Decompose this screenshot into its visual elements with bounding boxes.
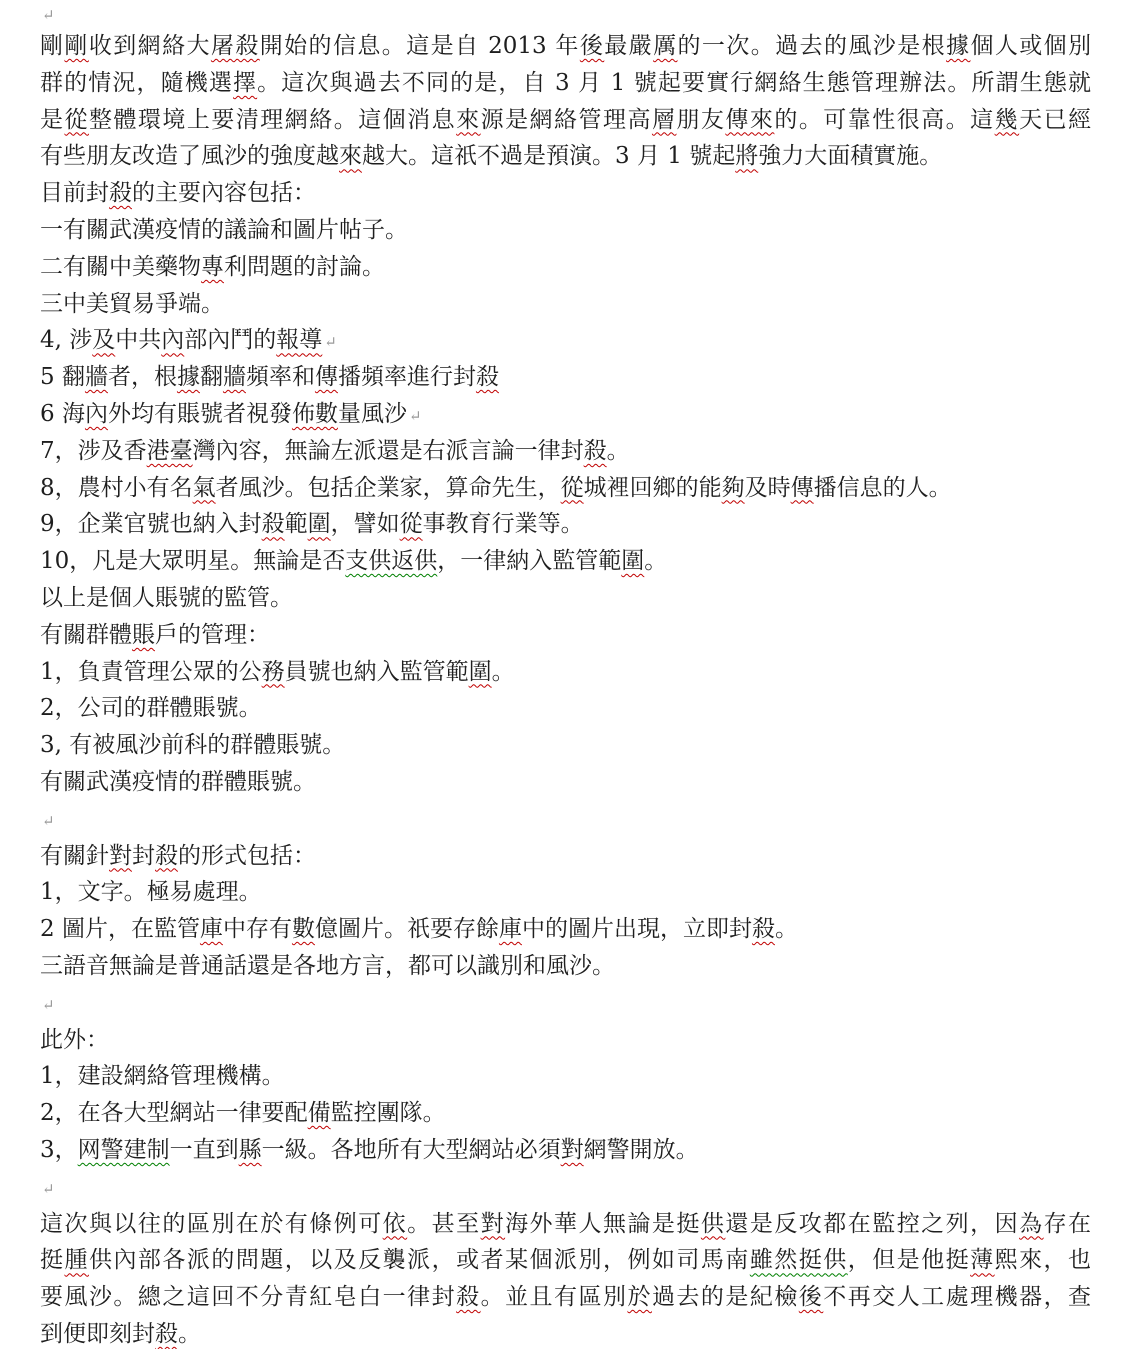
text-segment: 。 xyxy=(644,548,668,575)
text-segment: 強力大面積實施。 xyxy=(758,143,943,170)
text-line xyxy=(40,175,1091,212)
text-segment: 以上是個人賬號的監管。 xyxy=(40,584,293,611)
text-segment: 播信息的人。 xyxy=(813,474,952,501)
text-segment: 開始的信息。這是自 2013 年 xyxy=(259,33,580,59)
text-segment: 三中美貿易爭端。 xyxy=(40,290,224,317)
misspelled-text: 傳 xyxy=(314,364,338,391)
text-segment: 中的圖片出現，立即封 xyxy=(521,916,752,943)
text-line xyxy=(40,249,1091,286)
text-segment: 5 翻 xyxy=(40,364,85,391)
text-segment: 2，公司的群體賬號。 xyxy=(40,695,262,722)
misspelled-text: 內 xyxy=(84,400,108,427)
text-line xyxy=(40,1095,1091,1132)
text-line xyxy=(40,396,1091,433)
text-segment: 有關群體 xyxy=(40,621,132,648)
misspelled-text: 來 xyxy=(456,106,481,133)
text-segment: ，譬如 xyxy=(330,511,400,538)
text-line xyxy=(40,1242,1091,1279)
misspelled-text: 殺 xyxy=(751,916,775,943)
text-segment: 封 xyxy=(132,842,155,869)
paragraph-mark-icon: ↵ xyxy=(324,333,337,352)
paragraph-mark-icon: ↵ xyxy=(42,6,55,24)
text-segment: 朋友 xyxy=(676,106,726,133)
misspelled-text: 對 xyxy=(560,1136,584,1163)
misspelled-text: 後 xyxy=(798,1284,824,1311)
text-line xyxy=(40,1206,1091,1243)
misspelled-text: 及 xyxy=(92,327,116,354)
misspelled-text: 供 xyxy=(700,1210,726,1237)
empty-line xyxy=(40,801,1091,838)
paragraph-mark-icon: ↵ xyxy=(42,995,55,1014)
empty-line xyxy=(40,2,1091,28)
text-segment: 一級。各地所有大型網站必須 xyxy=(261,1136,561,1163)
text-segment: 3, 有被風沙前科的群體賬號。 xyxy=(40,732,346,759)
text-line xyxy=(40,838,1091,875)
text-segment: 4, 涉 xyxy=(40,327,93,354)
text-segment: 越大。這祇不過是預演。3 月 1 號起 xyxy=(362,143,736,170)
misspelled-text: 氣 xyxy=(192,474,216,501)
text-segment: 剛 xyxy=(40,33,65,59)
text-segment: 。 xyxy=(491,658,515,685)
text-line xyxy=(40,1022,1091,1059)
misspelled-text: 備 xyxy=(307,1100,331,1127)
misspelled-text: 傳 xyxy=(790,474,814,501)
empty-line xyxy=(40,985,1091,1022)
text-line xyxy=(40,1279,1091,1316)
text-segment: 天已經 xyxy=(1019,106,1091,133)
misspelled-text: 為 xyxy=(1019,1210,1044,1237)
text-segment: 頻率和 xyxy=(245,364,315,391)
text-segment: 7，涉及香 xyxy=(40,437,147,464)
text-segment: 。 xyxy=(774,916,798,943)
text-segment: 。甚至 xyxy=(407,1210,481,1237)
misspelled-text: 夠 xyxy=(721,474,745,501)
text-segment: 。這次與過去不同的是，自 3 月 1 號起要實行網絡生態管理辦法。所謂生態就 xyxy=(257,69,1091,96)
text-line xyxy=(40,1132,1091,1169)
paragraph-mark-icon: ↵ xyxy=(408,406,422,425)
text-segment: 量風沙 xyxy=(337,400,407,427)
misspelled-text: 庫 xyxy=(498,916,522,943)
misspelled-text: 殺 xyxy=(456,1284,481,1311)
text-segment: 要風沙。總之這回不分青紅皂白一律封 xyxy=(40,1284,457,1311)
text-segment: 外均有賬號者視發 xyxy=(107,400,292,427)
text-segment: 範 xyxy=(284,511,308,538)
text-segment: 一直到 xyxy=(169,1136,239,1163)
misspelled-text: 對 xyxy=(109,842,132,869)
text-segment: 的主要內容包括： xyxy=(132,180,316,207)
text-segment: 6 海 xyxy=(40,400,85,427)
misspelled-text: 從 xyxy=(399,511,423,538)
text-segment: 1，文字。極易處理。 xyxy=(40,879,262,906)
text-segment: 3， xyxy=(40,1136,78,1163)
misspelled-text: 厲 xyxy=(653,33,678,59)
text-segment: 此外： xyxy=(40,1026,109,1053)
text-segment: 個人或個別 xyxy=(970,33,1091,59)
misspelled-text: 薄 xyxy=(970,1247,995,1274)
text-line xyxy=(40,1058,1091,1095)
misspelled-text: 從 xyxy=(560,474,584,501)
text-line xyxy=(40,654,1091,691)
misspelled-text: 數 xyxy=(291,916,315,943)
misspelled-text: 殺 xyxy=(155,1320,178,1347)
text-line xyxy=(40,506,1091,543)
text-segment: 播頻率進行封 xyxy=(337,364,476,391)
misspelled-text: 殺 xyxy=(475,364,499,391)
text-segment: 灣內容，無論左派還是右派言論一律封 xyxy=(192,437,584,464)
grammar-flagged-text: 网警建制 xyxy=(77,1136,170,1163)
text-segment: 者，根 xyxy=(107,364,177,391)
grammar-flagged-text: 支供返供 xyxy=(345,548,438,575)
paragraph-mark-icon: ↵ xyxy=(42,1179,55,1198)
misspelled-text: 殺 xyxy=(583,437,607,464)
text-segment: 一有關武漢疫情的議論和圖片帖子。 xyxy=(40,216,408,243)
text-segment: 三語音無論是普通話還是各地方言，都可以識別和風沙。 xyxy=(40,952,615,979)
misspelled-text: 於 xyxy=(627,1284,652,1311)
text-line xyxy=(40,102,1091,139)
text-segment: 監控團隊。 xyxy=(330,1100,446,1127)
text-segment: 挺 xyxy=(40,1247,65,1274)
text-segment: 海外華人無論是挺 xyxy=(505,1210,701,1237)
misspelled-text: 庫 xyxy=(199,916,223,943)
misspelled-text: 圍 xyxy=(621,548,645,575)
text-segment: 過去的是紀檢 xyxy=(651,1284,799,1311)
text-segment: 。 xyxy=(606,437,630,464)
text-segment: 二有關中美藥物 xyxy=(40,253,201,280)
text-line xyxy=(40,138,1091,175)
text-segment: 有關武漢疫情的群體賬號。 xyxy=(40,768,316,795)
misspelled-text: 傳來 xyxy=(725,106,775,133)
misspelled-text: 賬 xyxy=(132,621,155,648)
text-segment: 源是網絡管理高 xyxy=(480,106,652,133)
text-line xyxy=(40,470,1091,507)
text-segment: 2 圖片，在監管 xyxy=(40,916,200,943)
text-segment: 還是反攻都在監控之列，因 xyxy=(725,1210,1020,1237)
text-segment: 的。可靠性很高。這 xyxy=(774,106,995,133)
misspelled-text: 剛 xyxy=(64,33,89,59)
text-segment: ，一律納入監管範 xyxy=(437,548,622,575)
misspelled-text: 幾 xyxy=(994,106,1020,133)
text-line xyxy=(40,727,1091,764)
text-segment: 有關針 xyxy=(40,842,109,869)
text-line xyxy=(40,543,1091,580)
text-segment: 這次與以往的區別在於有條例可 xyxy=(40,1210,383,1237)
paragraph-mark-icon: ↵ xyxy=(42,811,55,830)
text-segment: 9，企業官號也納入封 xyxy=(40,511,262,538)
misspelled-text: 殺 xyxy=(155,842,178,869)
misspelled-text: 來 xyxy=(339,143,362,170)
text-segment: 1，建設網絡管理機構。 xyxy=(40,1063,285,1090)
text-segment: 。 xyxy=(178,1320,201,1347)
text-line xyxy=(40,948,1091,985)
misspelled-text: 對 xyxy=(480,1210,506,1237)
text-segment: 利問題的討論。 xyxy=(224,253,385,280)
text-segment: 中存有 xyxy=(222,916,292,943)
text-segment: ，但是他挺 xyxy=(847,1247,971,1274)
misspelled-text: 牆 xyxy=(222,364,246,391)
misspelled-text: 殺 xyxy=(261,511,285,538)
text-segment: 。並且有區別 xyxy=(480,1284,628,1311)
text-segment: 有些朋友改造了風沙的強度越 xyxy=(40,143,339,170)
misspelled-text: 據 xyxy=(946,33,971,59)
text-segment: 整體環境上要清理網絡。這個消息 xyxy=(88,106,457,133)
misspelled-text: 縣 xyxy=(238,1136,262,1163)
misspelled-text: 內 xyxy=(161,327,185,354)
text-segment: 不再交人工處理機器，查 xyxy=(823,1284,1091,1311)
text-segment: 者風沙。包括企業家，算命先生， xyxy=(215,474,561,501)
misspelled-text: 專 xyxy=(201,253,224,280)
misspelled-text: 港臺 xyxy=(146,437,193,464)
text-segment: 的形式包括： xyxy=(178,842,316,869)
text-segment: 收到網絡大 xyxy=(88,33,211,59)
text-segment: 1，負責管理公眾的公 xyxy=(40,658,262,685)
text-line xyxy=(40,286,1091,323)
misspelled-text: 腫 xyxy=(64,1247,89,1274)
text-segment: 翻 xyxy=(199,364,223,391)
text-segment: 8，農村小有名 xyxy=(40,474,193,501)
text-line xyxy=(40,212,1091,249)
text-segment: 到便即刻封 xyxy=(40,1320,155,1347)
text-line xyxy=(40,28,1091,65)
text-line xyxy=(40,359,1091,396)
text-line xyxy=(40,1316,1091,1349)
empty-line xyxy=(40,1169,1091,1206)
text-segment: 10，凡是大眾明星。無論是否 xyxy=(40,548,346,575)
text-line xyxy=(40,580,1091,617)
text-segment: 的一次。過去的風沙是根 xyxy=(677,33,947,59)
grammar-flagged-text: 雖然挺供 xyxy=(749,1247,848,1274)
misspelled-text: 據 xyxy=(176,364,200,391)
text-line xyxy=(40,617,1091,654)
text-segment: 供內部各派的問題，以及反襲派，或者某個派別，例如司馬南 xyxy=(88,1247,750,1274)
misspelled-text: 依 xyxy=(382,1210,408,1237)
text-segment: 2，在各大型網站一律要配 xyxy=(40,1100,308,1127)
text-segment: 及時 xyxy=(744,474,791,501)
misspelled-text: 屠殺 xyxy=(210,33,260,59)
text-line xyxy=(40,764,1091,801)
text-segment: 城裡回鄉的能 xyxy=(583,474,722,501)
misspelled-text: 將 xyxy=(735,143,759,170)
text-segment: 最嚴 xyxy=(604,33,654,59)
text-segment: 目前封 xyxy=(40,180,109,207)
text-line xyxy=(40,690,1091,727)
misspelled-text: 圍 xyxy=(468,658,492,685)
text-segment: 事教育行業等。 xyxy=(422,511,584,538)
misspelled-text: 圍 xyxy=(307,511,331,538)
text-segment: 熙來，也 xyxy=(994,1247,1091,1274)
text-line xyxy=(40,433,1091,470)
misspelled-text: 殺 xyxy=(109,180,132,207)
text-line xyxy=(40,874,1091,911)
misspelled-text: 後 xyxy=(579,33,605,59)
text-segment: 中共 xyxy=(115,327,162,354)
text-segment: 網警開放。 xyxy=(583,1136,699,1163)
text-segment: 存在 xyxy=(1043,1210,1091,1237)
text-line xyxy=(40,322,1091,359)
text-segment: 是 xyxy=(40,106,65,133)
misspelled-text: 報導 xyxy=(276,327,323,354)
text-segment: 億圖片。祇要存餘 xyxy=(314,916,499,943)
text-line xyxy=(40,911,1091,948)
text-segment: 戶的管理： xyxy=(155,621,270,648)
misspelled-text: 層 xyxy=(651,106,677,133)
misspelled-text: 務 xyxy=(261,658,285,685)
text-segment: 群的情況，隨機選 xyxy=(40,69,233,96)
misspelled-text: 從 xyxy=(64,106,89,133)
text-segment: 員號也納入監管範 xyxy=(284,658,469,685)
misspelled-text: 佈數 xyxy=(291,400,338,427)
text-segment: 部內鬥的 xyxy=(184,327,277,354)
misspelled-text: 牆 xyxy=(84,364,108,391)
misspelled-text: 擇 xyxy=(233,69,258,96)
text-line xyxy=(40,65,1091,102)
